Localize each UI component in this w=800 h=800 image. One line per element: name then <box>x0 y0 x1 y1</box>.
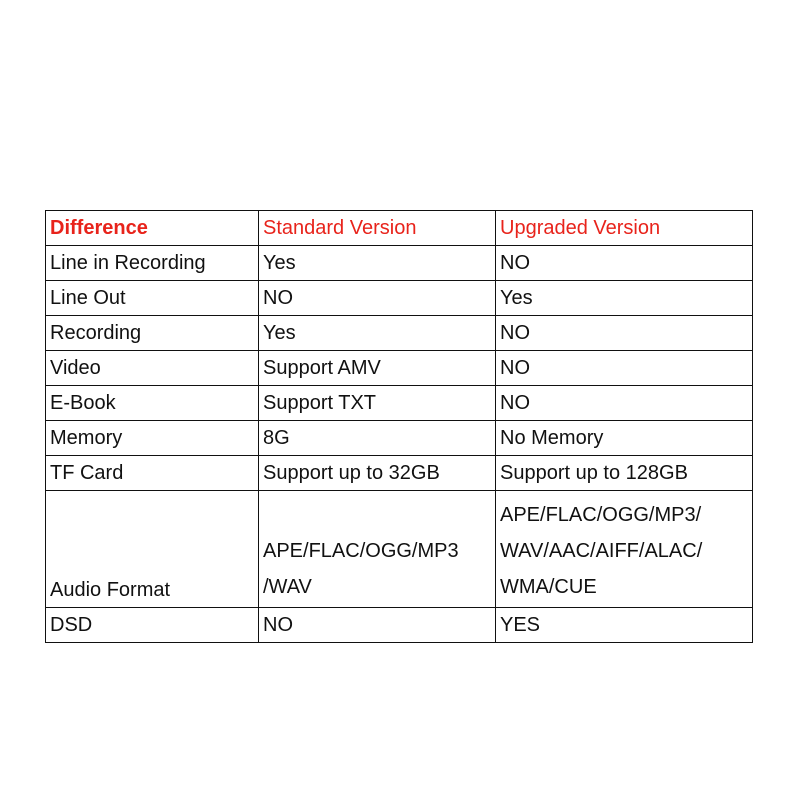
standard-value-cell: Support TXT <box>259 386 496 421</box>
upgraded-value-cell: No Memory <box>496 421 753 456</box>
upgraded-value-cell: NO <box>496 386 753 421</box>
table-row <box>46 608 753 643</box>
table-row <box>46 316 753 351</box>
table-row <box>46 456 753 491</box>
table-row <box>46 421 753 456</box>
upgraded-value-cell: APE/FLAC/OGG/MP3/ WAV/AAC/AIFF/ALAC/ WMA/CUE <box>496 491 753 608</box>
table-row <box>46 491 753 608</box>
feature-cell: Audio Format <box>46 491 259 608</box>
table-row <box>46 386 753 421</box>
feature-cell: TF Card <box>46 456 259 491</box>
standard-value-cell: APE/FLAC/OGG/MP3 /WAV <box>259 491 496 608</box>
upgraded-value-cell: Yes <box>496 281 753 316</box>
feature-cell: E-Book <box>46 386 259 421</box>
standard-value-cell: Support up to 32GB <box>259 456 496 491</box>
upgraded-value-cell: NO <box>496 246 753 281</box>
standard-value-cell: Yes <box>259 316 496 351</box>
table-row <box>46 351 753 386</box>
standard-value-cell: Support AMV <box>259 351 496 386</box>
table-header-row <box>46 211 753 246</box>
standard-value-cell: NO <box>259 281 496 316</box>
feature-cell: Memory <box>46 421 259 456</box>
standard-value-cell: 8G <box>259 421 496 456</box>
upgraded-value-cell: Support up to 128GB <box>496 456 753 491</box>
header-cell-standard-version: Standard Version <box>259 211 496 246</box>
upgraded-value-cell: YES <box>496 608 753 643</box>
table-row <box>46 246 753 281</box>
feature-cell: Line Out <box>46 281 259 316</box>
header-cell-difference: Difference <box>46 211 259 246</box>
upgraded-value-cell: NO <box>496 316 753 351</box>
comparison-table <box>45 210 753 643</box>
standard-value-cell: Yes <box>259 246 496 281</box>
feature-cell: Recording <box>46 316 259 351</box>
feature-cell: Line in Recording <box>46 246 259 281</box>
header-cell-upgraded-version: Upgraded Version <box>496 211 753 246</box>
standard-value-cell: NO <box>259 608 496 643</box>
table-row <box>46 281 753 316</box>
feature-cell: DSD <box>46 608 259 643</box>
upgraded-value-cell: NO <box>496 351 753 386</box>
feature-cell: Video <box>46 351 259 386</box>
